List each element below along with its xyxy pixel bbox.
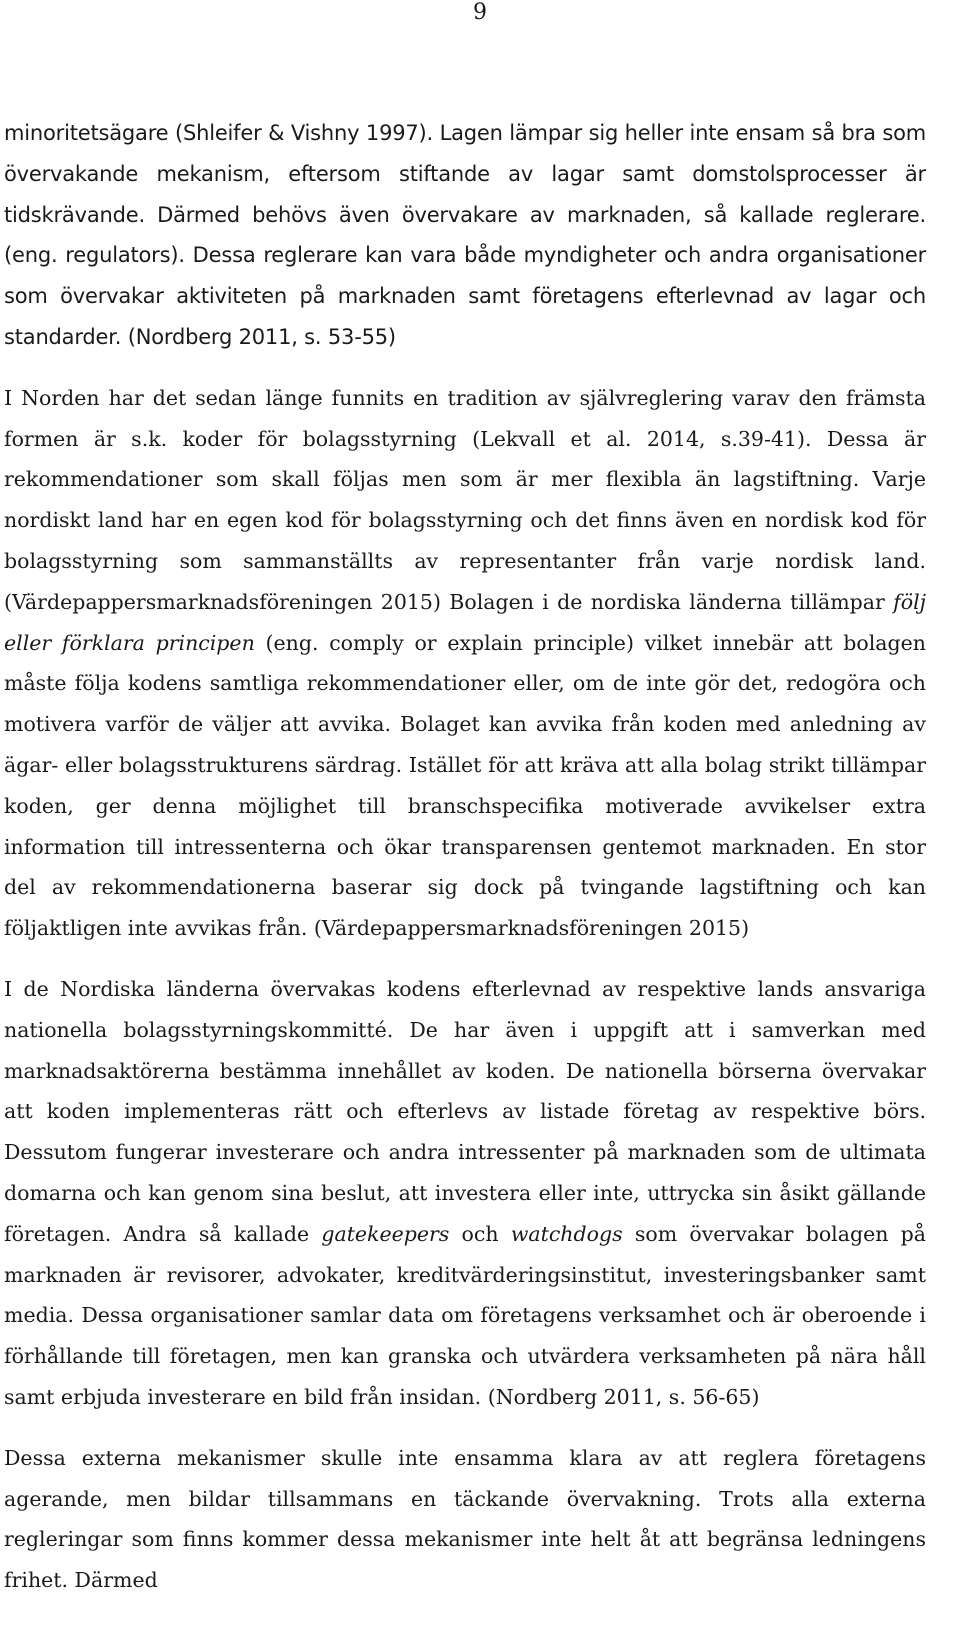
page-number: 9	[473, 0, 487, 25]
paragraph-2-text-b: (eng. comply or explain principle) vilket innebär att bolagen måste följa kodens samtliga rekommendationer eller, om de inte gör det, redogöra och motivera varför de väljer att avvika. Bolaget kan avvika från koden med anledning av ägar- eller bolagsstrukturens särdrag. Istället för att kräva att alla bolag strikt tillämpar koden, ger denna möjlighet till branschspecifika motiverade avvikelser extra information till intressenterna och ökar transparensen gentemot marknaden. En stor del av rekommendationerna baserar sig dock på tvingande lagstiftning och kan följaktligen inte avvikas från. (Värdepappersmarknadsföreningen 2015)	[4, 630, 926, 941]
paragraph-3	[4, 969, 926, 1418]
paragraph-3-text-a: I de Nordiska länderna övervakas kodens efterlevnad av respektive lands ansvariga nationella bolagsstyrningskommitté. De har även i uppgift att i samverkan med marknadsaktörerna bestämma innehållet av koden. De nationella börserna övervakar att koden implementeras rätt och efterlevs av listade företag av respektive börs. Dessutom fungerar investerare och andra intressenter på marknaden som de ultimata domarna och kan genom sina beslut, att investera eller inte, uttrycka sin åsikt gällande företagen. Andra så kallade	[4, 976, 926, 1246]
paragraph-2-italic-term: följ eller förklara principen	[4, 589, 926, 655]
document-body	[4, 113, 926, 1601]
paragraph-2-text-a: I Norden har det sedan länge funnits en tradition av självreglering varav den främsta formen är s.k. koder för bolagsstyrning (Lekvall et al. 2014, s.39-41). Dessa är rekommendationer som skall följas men som är mer flexibla än lagstiftning. Varje nordiskt land har en egen kod för bolagsstyrning och det finns även en nordisk kod för bolagsstyrning som sammanställts av representanter från varje nordisk land. (Värdepappersmarknadsföreningen 2015) Bolagen i de nordiska länderna tillämpar	[4, 385, 926, 614]
paragraph-3-italic-gatekeepers: gatekeepers	[321, 1221, 450, 1246]
paragraph-2	[4, 378, 926, 949]
paragraph-1: minoritetsägare (Shleifer & Vishny 1997). Lagen lämpar sig heller inte ensam så bra som övervakande mekanism, eftersom stiftande av lagar samt domstolsprocesser är tidskrävande. Därmed behövs även övervakare av marknaden, så kallade reglerare. (eng. regulators). Dessa reglerare kan vara både myndigheter och andra organisationer som övervakar aktiviteten på marknaden samt företagens efterlevnad av lagar och standarder. (Nordberg 2011, s. 53-55)	[4, 121, 926, 349]
paragraph-3-text-c: som övervakar bolagen på marknaden är revisorer, advokater, kreditvärderingsinstitut, investeringsbanker samt media. Dessa organisationer samlar data om företagens verksamhet och är oberoende i förhållande till företagen, men kan granska och utvärdera verksamheten på nära håll samt erbjuda investerare en bild från insidan. (Nordberg 2011, s. 56-65)	[4, 1221, 926, 1409]
paragraph-4: Dessa externa mekanismer skulle inte ensamma klara av att reglera företagens agerande, men bildar tillsammans en täckande övervakning. Trots alla externa regleringar som finns kommer dessa mekanismer inte helt åt att begränsa ledningens frihet. Därmed	[4, 1445, 926, 1593]
paragraph-3-text-b: och	[449, 1221, 511, 1246]
paragraph-3-italic-watchdogs: watchdogs	[510, 1221, 623, 1246]
